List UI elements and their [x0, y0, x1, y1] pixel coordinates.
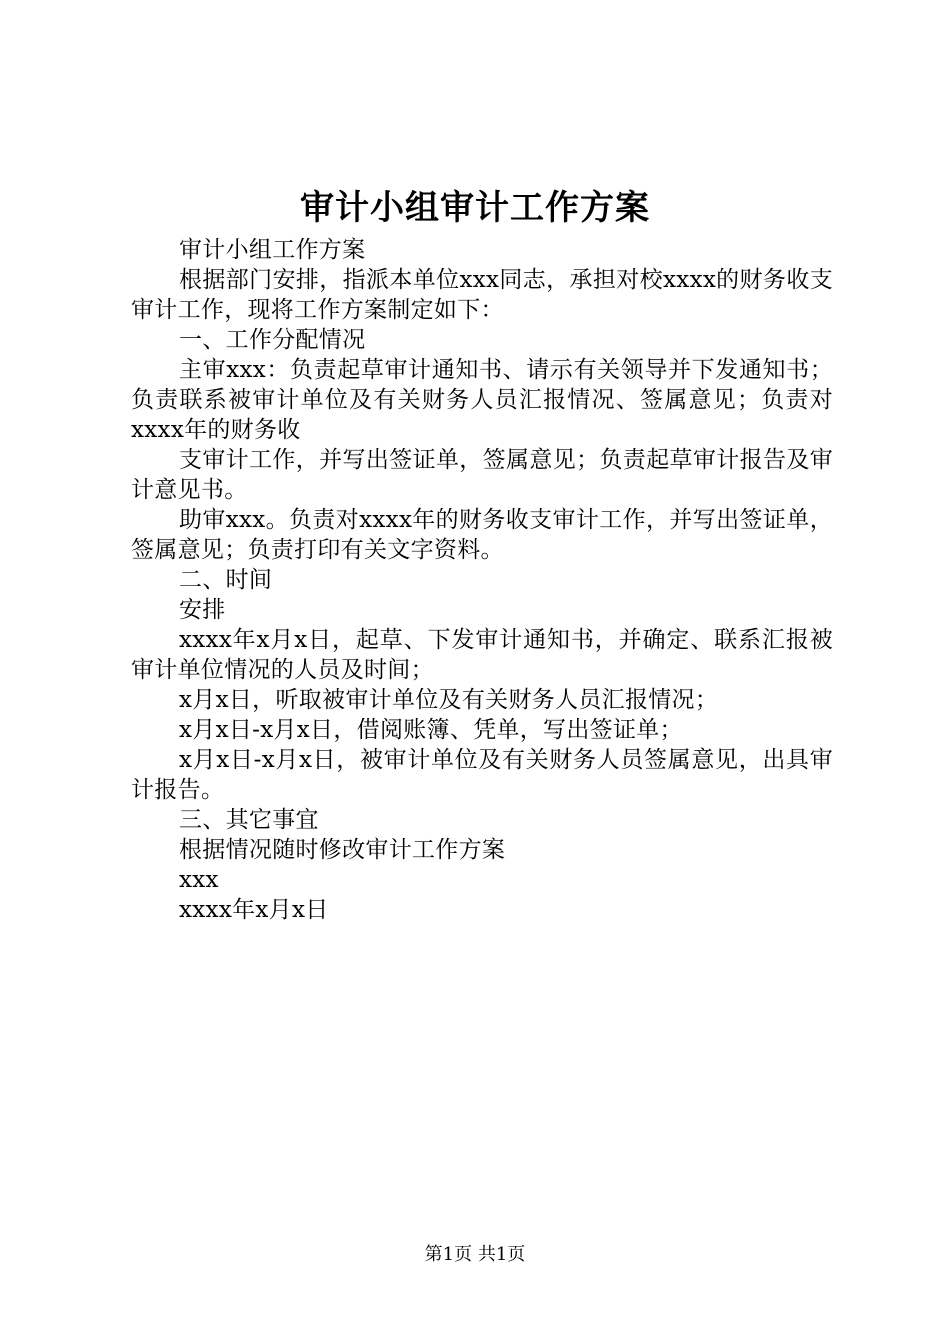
paragraph-subtitle: 审计小组工作方案: [179, 237, 366, 263]
section-heading-time-continued: 安排: [179, 597, 226, 623]
document-body: [131, 235, 833, 925]
paragraph-intro: 根据部门安排，指派本单位xxx同志，承担对校xxxx的财务收支审计工作，现将工作方案制定如下：: [131, 267, 833, 323]
section-heading-time: 二、时间: [179, 567, 273, 593]
paragraph-other-matters: 根据情况随时修改审计工作方案: [179, 837, 506, 863]
document-title: 审计小组审计工作方案: [300, 188, 650, 228]
paragraph-lead-auditor: 主审xxx：负责起草审计通知书、请示有关领导并下发通知书；负责联系被审计单位及有关财务人员汇报情况、签属意见；负责对xxxx年的财务收: [131, 357, 833, 443]
paragraph-assistant-auditor: 助审xxx。负责对xxxx年的财务收支审计工作，并写出签证单，签属意见；负责打印有关文字资料。: [131, 507, 833, 563]
schedule-item-4: x月x日-x月x日，被审计单位及有关财务人员签属意见，出具审计报告。: [131, 747, 833, 803]
schedule-item-1: xxxx年x月x日，起草、下发审计通知书，并确定、联系汇报被审计单位情况的人员及时间；: [131, 627, 833, 683]
paragraph-lead-auditor-continued: 支审计工作，并写出签证单，签属意见；负责起草审计报告及审计意见书。: [131, 447, 833, 503]
signature-name: xxx: [179, 867, 219, 893]
section-heading-other: 三、其它事宜: [179, 807, 319, 833]
signature-date: xxxx年x月x日: [179, 897, 329, 923]
section-heading-assignment: 一、工作分配情况: [179, 327, 366, 353]
schedule-item-3: x月x日-x月x日，借阅账簿、凭单，写出签证单；: [179, 717, 683, 743]
page-number-footer: 第1页 共1页: [424, 1244, 526, 1265]
schedule-item-2: x月x日，听取被审计单位及有关财务人员汇报情况；: [179, 687, 719, 713]
